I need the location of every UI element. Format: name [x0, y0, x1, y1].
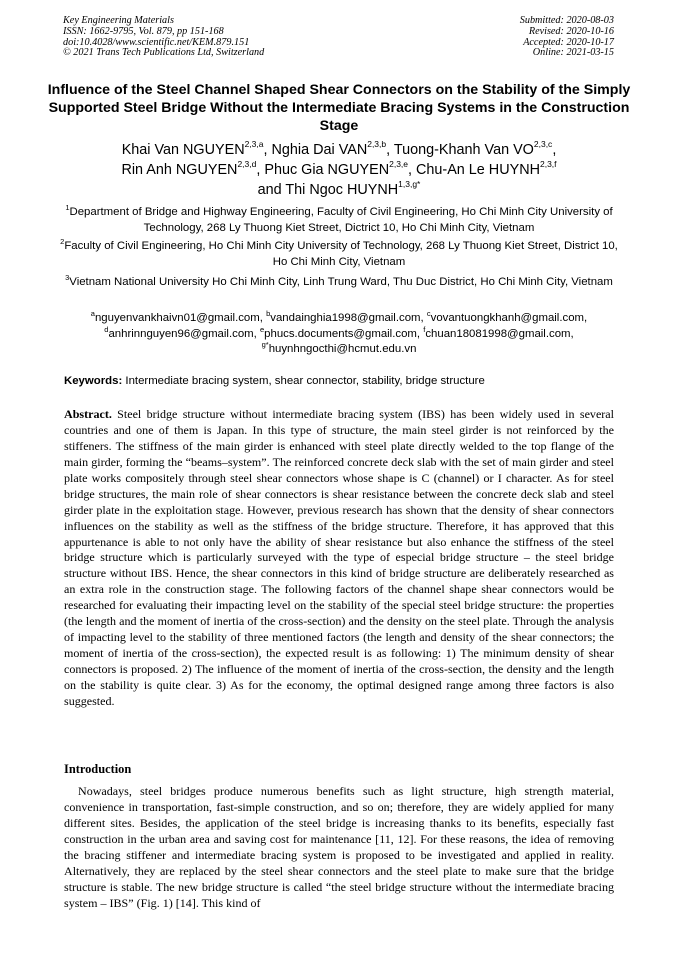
journal-info — [63, 16, 264, 59]
author-affiliation-marker: 2,3,e — [389, 159, 409, 170]
email-marker: f — [423, 324, 426, 334]
affiliation-1 — [56, 205, 622, 236]
affiliation-number: 1 — [65, 203, 70, 213]
author-name: Tuong-Khanh Van VO — [393, 142, 534, 158]
author-name: Chu-An Le HUYNH — [416, 162, 540, 178]
author-affiliation-marker: 2,3,a — [244, 139, 264, 150]
email-separator: , — [420, 312, 427, 324]
author-name: Thi Ngoc HUYNH — [285, 182, 399, 198]
authors-and: and — [257, 182, 286, 198]
email-link[interactable]: nguyenvankhaivn01@gmail.com — [94, 312, 260, 324]
email-separator: , — [259, 312, 267, 324]
keywords-label: Keywords: — [64, 375, 123, 387]
email-link[interactable]: phucs.documents@gmail.com — [264, 327, 417, 340]
copyright: © 2021 Trans Tech Publications Ltd, Switzerland — [63, 47, 265, 59]
author-line-2 — [40, 160, 638, 180]
author-name: Nghia Dai VAN — [271, 142, 368, 158]
affiliation-text: Vietnam National University Ho Chi Minh City, Linh Trung Ward, Thu Duc District, Ho Chi Minh City, Vietnam — [69, 276, 613, 288]
email-separator: , — [570, 327, 574, 340]
keywords-text: Intermediate bracing system, shear connector, stability, bridge structure — [122, 375, 485, 387]
email-link[interactable]: huynhngocthi@hcmut.edu.vn — [268, 343, 417, 355]
author-separator: , — [408, 162, 417, 178]
online-date: Online: 2021-03-15 — [532, 47, 614, 59]
author-line-3 — [40, 180, 638, 200]
email-line-2 — [56, 324, 622, 343]
introduction-heading: Introduction — [64, 762, 132, 776]
author-separator: , — [386, 142, 394, 158]
affiliation-2 — [56, 239, 622, 270]
author-name: Khai Van NGUYEN — [121, 142, 245, 158]
author-affiliation-marker: 2,3,f — [539, 159, 557, 170]
author-name: Phuc Gia NGUYEN — [264, 162, 390, 178]
journal-name: Key Engineering Materials — [63, 15, 174, 26]
email-marker: a — [90, 309, 95, 319]
abstract-label: Abstract. — [64, 407, 112, 421]
email-line-3 — [56, 342, 622, 358]
abstract-text: Steel bridge structure without intermediate bracing system (IBS) has been widely used in several countries and one of them is Japan. In this type of structure, the main steel girder is not reinforced by the stiffeners. The stiffness of the main girder is enhanced with steel plate directly welded to the top flange of the main girder, forming the “beams–system”. The reinforced concrete deck slab with the set of main girder and steel plate works compositely through steel shear connectors whose shape is C (channel) or I character. As for steel bridge structures, the main role of shear connectors is shear resistance between the concrete deck slab and steel girder plate in the exploitation stage. However, previous research has shown that the density of shear connectors influences on the stability as well as the stiffness of the bridge structure. Therefore, it has approved that this appurtenance is able to not only have the ability of shear resistance but also enhance the stiffness of the steel bridge structure which is particularly surveyed with the type of especial bridge structure – the steel bridge structure without IBS. Hence, the shear connectors in this kind of bridge structure are deliberately researched as an extra role in the construction stage. The following factors of the channel shape shear connectors would be researched for evaluating their impacting level on the stability of the special steel bridge structure: the properties (the length and the moment of inertia of the cross-section) and the density on the steel plate. Through the analysis of impacting level to the stability of three mentioned factors (the length and density of the shear connectors; the moment of inertia of the cross-section), the expected result is as following: 1) The minimum density of shear connectors is proposed. 2) The influence of the moment of inertia of the cross-section, the density and the length on the stability is quite clear. 3) As for the economy, the optimal designed range among three factors is also suggested. — [64, 407, 614, 708]
author-separator: , — [256, 162, 265, 178]
email-line-1 — [56, 311, 622, 327]
paper-title: Influence of the Steel Channel Shaped Shear Connectors on the Stability of the Simply Supported Steel Bridge Without the Intermediate Bracing Systems in the Construction Stage — [47, 82, 631, 134]
author-separator: , — [552, 142, 557, 158]
abstract — [64, 407, 614, 710]
email-separator: , — [253, 327, 260, 340]
affiliation-text: Department of Bridge and Highway Engineering, Faculty of Civil Engineering, Ho Chi Minh City University of Technology, 268 Ly Thuong Kiet Street, Dictrict 10, Ho Chi Minh City, Vietnam — [69, 206, 613, 234]
accepted-date: Accepted: 2020-10-17 — [523, 36, 614, 48]
author-affiliation-marker: 1,3,g* — [398, 179, 421, 190]
email-link[interactable]: anhrinnguyen96@gmail.com — [108, 327, 254, 340]
author-line-1 — [40, 140, 638, 160]
email-marker: c — [426, 309, 431, 319]
author-separator: , — [263, 142, 272, 158]
doi: doi:10.4028/www.scientific.net/KEM.879.151 — [63, 36, 250, 48]
email-link[interactable]: vandainghia1998@gmail.com — [270, 312, 421, 324]
email-separator: , — [416, 327, 424, 340]
author-list — [40, 140, 638, 200]
affiliation-3 — [56, 275, 622, 291]
email-marker: e — [259, 324, 265, 334]
affiliation-number: 2 — [60, 237, 65, 247]
issn-volume: ISSN: 1662-9795, Vol. 879, pp 151-168 — [63, 25, 224, 37]
email-marker: d — [104, 324, 109, 334]
author-affiliation-marker: 2,3,c — [533, 139, 553, 150]
author-affiliation-marker: 2,3,b — [367, 139, 387, 150]
email-marker: b — [266, 309, 271, 319]
submitted-date: Submitted: 2020-08-03 — [519, 15, 614, 26]
author-emails — [56, 311, 622, 358]
affiliation-text: Faculty of Civil Engineering, Ho Chi Minh City University of Technology, 268 Ly Thuong Kiet Street, District 10, Ho Chi Minh City, Vietnam — [64, 240, 618, 268]
author-affiliation-marker: 2,3,d — [237, 159, 257, 170]
publication-dates — [520, 16, 614, 59]
keywords — [64, 374, 616, 389]
email-link[interactable]: vovantuongkhanh@gmail.com — [430, 312, 585, 324]
email-link[interactable]: chuan18081998@gmail.com — [425, 327, 571, 340]
revised-date: Revised: 2020-10-16 — [528, 25, 614, 37]
introduction-paragraph: Nowadays, steel bridges produce numerous benefits such as light structure, high strength material, convenience in transportation, fast-simple construction, and so on; therefore, they are widely applied for many different sites. Besides, the application of the steel bridge is increasing thanks to its benefits, especially fast construction in the urban area and saving cost for maintenance [11, 12]. For these reasons, the idea of removing the bracing stiffener and intermediate bracing system is proposed to be investigated and applied in reality. Alternatively, they are replaced by the steel shear connectors and the steel plate to make sure that the bridge structure is stable. The new bridge structure is called “the steel bridge structure without the intermediate bracing system – IBS” (Fig. 1) [14]. This kind of — [64, 784, 614, 910]
author-name: Rin Anh NGUYEN — [121, 162, 238, 178]
email-separator: , — [584, 312, 588, 324]
email-marker: g* — [261, 340, 269, 350]
affiliation-number: 3 — [65, 273, 70, 283]
